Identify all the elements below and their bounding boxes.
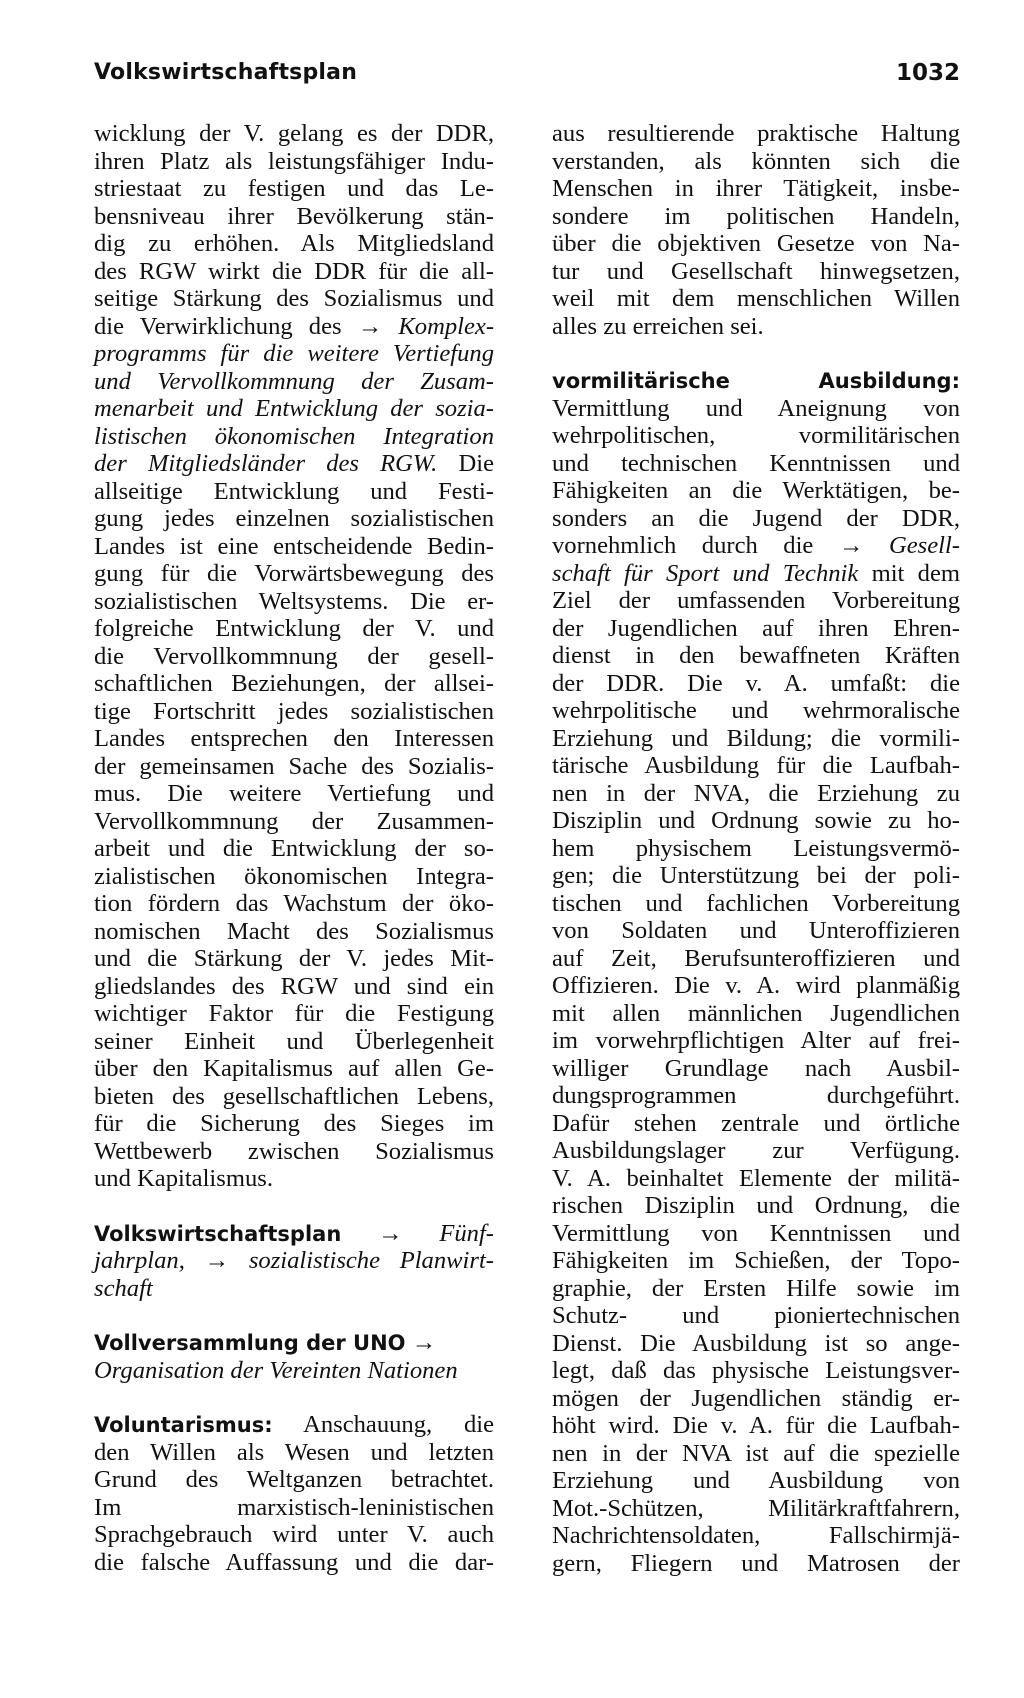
- text-line: nomischen Macht des Sozialismus: [94, 917, 494, 945]
- cross-reference: jahrplan,: [94, 1247, 185, 1274]
- text-line: verstanden, als könnten sich die: [552, 147, 960, 175]
- text-line: seiner Einheit und Überlegenheit: [94, 1027, 494, 1055]
- text-line: folgreiche Entwicklung der V. und: [94, 615, 494, 642]
- cross-reference: Fünf-: [439, 1219, 494, 1247]
- entry-headword: vormilitärische Ausbildung:: [552, 369, 960, 393]
- text-segment: vornehmlich durch die: [552, 532, 814, 559]
- text-line: bensniveau ihrer Bevölkerung stän-: [94, 202, 494, 230]
- text-line: seitige Stärkung des Sozialismus und: [94, 285, 494, 312]
- text-line: der gemeinsamen Sache des Sozialis-: [94, 752, 494, 780]
- text-segment: mit dem: [871, 559, 961, 587]
- entry-line: Vermittlung und Aneignung von: [552, 394, 960, 422]
- text-line: aus resultierende praktische Haltung: [552, 120, 960, 147]
- text-line: tion fördern das Wachstum der öko-: [94, 890, 494, 917]
- cross-reference: programms für die weitere Vertiefung: [94, 340, 494, 367]
- entry-line: [94, 1357, 494, 1385]
- entry-line: wehrpolitische und wehrmoralische: [552, 697, 960, 724]
- entry-line: legt, daß das physische Leistungsver-: [552, 1357, 960, 1384]
- cross-reference: Komplex-: [398, 312, 495, 340]
- entry-line: Schutz- und pioniertechnischen: [552, 1302, 960, 1329]
- entry-line: [552, 560, 960, 588]
- entry-line: Dafür stehen zentrale und örtliche: [552, 1109, 960, 1137]
- entry-line: nen in der NVA ist auf die spezielle: [552, 1439, 960, 1467]
- entry-line: die falsche Auffassung und die dar-: [94, 1548, 494, 1576]
- entry-line: Ausbildungslager zur Verfügung.: [552, 1137, 960, 1164]
- text-line: des RGW wirkt die DDR für die all-: [94, 257, 494, 285]
- arrow-icon: →: [357, 312, 383, 340]
- entry-line: wehrpolitischen, vormilitärischen: [552, 422, 960, 449]
- text-line: und die Stärkung der V. jedes Mit-: [94, 945, 494, 972]
- entry-line: von Soldaten und Unteroffizieren: [552, 917, 960, 944]
- text-line: Vervollkommnung der Zusammen-: [94, 807, 494, 835]
- entry-line: tischen und fachlichen Vorbereitung: [552, 889, 960, 917]
- text-line: gung jedes einzelnen sozialistischen: [94, 505, 494, 532]
- entry-line: williger Grundlage nach Ausbil-: [552, 1054, 960, 1082]
- text-line: bieten des gesellschaftlichen Lebens,: [94, 1082, 494, 1110]
- left-column: [94, 120, 494, 1576]
- text-segment: Die: [458, 450, 494, 477]
- entry-line: rischen Disziplin und Ordnung, die: [552, 1192, 960, 1219]
- text-line: [94, 423, 494, 451]
- entry-line: V. A. beinhaltet Elemente der militä-: [552, 1164, 960, 1192]
- entry-voluntarismus: [94, 1411, 494, 1576]
- entry-line: [94, 1247, 494, 1275]
- right-column: [552, 120, 960, 1577]
- text-line: zialistischen ökonomischen Integra-: [94, 862, 494, 890]
- text-line: alles zu erreichen sei.: [552, 312, 764, 340]
- cross-reference: listischen ökonomischen Integration: [94, 422, 494, 450]
- text-line: striestaat zu festigen und das Le-: [94, 175, 494, 202]
- entry-line: auf Zeit, Berufsunteroffizieren und: [552, 944, 960, 972]
- text-line: tige Fortschritt jedes sozialistischen: [94, 697, 494, 725]
- entry-line: der DDR. Die v. A. umfaßt: die: [552, 669, 960, 697]
- entry-line: den Willen als Wesen und letzten: [94, 1438, 494, 1466]
- text-line: gung für die Vorwärtsbewegung des: [94, 560, 494, 587]
- text-line: über die objektiven Gesetze von Na-: [552, 230, 960, 257]
- entry-line: Sprachgebrauch wird unter V. auch: [94, 1521, 494, 1548]
- text-line: tur und Gesellschaft hinwegsetzen,: [552, 257, 960, 285]
- text-line: Landes entsprechen den Interessen: [94, 725, 494, 752]
- entry-volkswirtschaftsplan: [94, 1220, 494, 1303]
- entry-line: graphie, der Ersten Hilfe sowie im: [552, 1274, 960, 1302]
- entry-line: Dienst. Die Ausbildung ist so ange-: [552, 1329, 960, 1357]
- entry-line: Erziehung und Bildung; die vormili-: [552, 724, 960, 752]
- entry-line: sonders an die Jugend der DDR,: [552, 504, 960, 532]
- page-header: [94, 60, 960, 94]
- entry-line: und technischen Kenntnissen und: [552, 449, 960, 477]
- text-line: weil mit dem menschlichen Willen: [552, 285, 960, 312]
- cross-reference: der Mitgliedsländer des RGW.: [94, 450, 438, 477]
- arrow-icon: →: [378, 1219, 403, 1247]
- entry-headword: Volkswirtschaftsplan: [94, 1221, 342, 1246]
- page-number: 1032: [895, 60, 960, 86]
- entry-line: [94, 1411, 494, 1439]
- entry-headword: Voluntarismus:: [94, 1413, 273, 1437]
- cross-reference: Gesell-: [888, 532, 960, 559]
- cross-reference: und Vervollkommnung der Zusam-: [94, 367, 494, 395]
- entry-line: höht wird. Die v. A. für die Laufbah-: [552, 1412, 960, 1439]
- entry-line: tärische Ausbildung für die Laufbah-: [552, 752, 960, 779]
- entry-line: nen in der NVA, die Erziehung zu: [552, 779, 960, 807]
- entry-line: hem physischem Leistungsvermö-: [552, 834, 960, 862]
- text-line: und Kapitalismus.: [94, 1165, 273, 1192]
- arrow-icon: →: [411, 1329, 437, 1356]
- text-line: gliedslandes des RGW und sind ein: [94, 972, 494, 1000]
- entry-line: [94, 1329, 494, 1357]
- entry-line: gern, Fliegern und Matrosen der: [552, 1549, 960, 1577]
- entry-line: [94, 1220, 494, 1248]
- entry-line: dienst in den bewaffneten Kräften: [552, 642, 960, 669]
- entry-line: mögen der Jugendlichen ständig er-: [552, 1384, 960, 1412]
- text-line: [94, 450, 494, 478]
- entry-line: [552, 532, 960, 560]
- text-line: Menschen in ihrer Tätigkeit, insbe-: [552, 175, 960, 202]
- entry-line: [552, 367, 960, 395]
- entry-line: dungsprogrammen durchgeführt.: [552, 1082, 960, 1109]
- entry-line: Fähigkeiten an die Werktätigen, be-: [552, 477, 960, 504]
- text-line: schaftlichen Beziehungen, der allsei-: [94, 670, 494, 697]
- text-line: [94, 368, 494, 396]
- entry-line: Offizieren. Die v. A. wird planmäßig: [552, 972, 960, 999]
- text-segment: die Verwirklichung des: [94, 312, 342, 340]
- text-line: [94, 340, 494, 368]
- text-segment: Anschauung, die: [303, 1411, 494, 1438]
- entry-line: [94, 1275, 494, 1303]
- entry-line: Disziplin und Ordnung sowie zu ho-: [552, 807, 960, 834]
- text-line: wichtiger Faktor für die Festigung: [94, 1000, 494, 1027]
- text-line: [94, 395, 494, 423]
- cross-reference: schaft für Sport und Technik: [552, 559, 859, 587]
- text-line: dig zu erhöhen. Als Mitgliedsland: [94, 230, 494, 257]
- cross-reference: menarbeit und Entwicklung der sozia-: [94, 395, 494, 422]
- entry-line: Im marxistisch-leninistischen: [94, 1493, 494, 1521]
- running-head: Volkswirtschaftsplan: [94, 60, 358, 85]
- entry-line: Erziehung und Ausbildung von: [552, 1467, 960, 1494]
- text-line: [94, 313, 494, 341]
- text-line: wicklung der V. gelang es der DDR,: [94, 120, 494, 147]
- text-line: Landes ist eine entscheidende Bedin-: [94, 532, 494, 560]
- text-line: mus. Die weitere Vertiefung und: [94, 780, 494, 807]
- text-line: sozialistischen Weltsystems. Die er-: [94, 587, 494, 615]
- entry-line: Ziel der umfassenden Vorbereitung: [552, 587, 960, 614]
- entry-line: mit allen männlichen Jugendlichen: [552, 999, 960, 1027]
- entry-line: im vorwehrpflichtigen Alter auf frei-: [552, 1027, 960, 1054]
- entry-line: Mot.-Schützen, Militärkraftfahrern,: [552, 1494, 960, 1522]
- cross-reference: Organisation der Vereinten Nationen: [94, 1356, 458, 1384]
- entry-line: Grund des Weltganzen betrachtet.: [94, 1466, 494, 1493]
- entry-line: Vermittlung von Kenntnissen und: [552, 1219, 960, 1247]
- entry-line: Fähigkeiten im Schießen, der Topo-: [552, 1247, 960, 1274]
- entry-line: der Jugendlichen auf ihren Ehren-: [552, 614, 960, 642]
- text-line: sondere im politischen Handeln,: [552, 202, 960, 230]
- cross-reference: sozialistische Planwirt-: [248, 1247, 494, 1274]
- text-line: Wettbewerb zwischen Sozialismus: [94, 1137, 494, 1165]
- entry-line: Nachrichtensoldaten, Fallschirmjä-: [552, 1522, 960, 1549]
- entry-vollversammlung: [94, 1329, 494, 1384]
- text-line: ihren Platz als leistungsfähiger Indu-: [94, 147, 494, 175]
- text-line: arbeit und die Entwicklung der so-: [94, 835, 494, 862]
- text-line: für die Sicherung des Sieges im: [94, 1110, 494, 1137]
- entry-headword: Vollversammlung der UNO: [94, 1331, 406, 1355]
- text-line: allseitige Entwicklung und Festi-: [94, 477, 494, 505]
- entry-line: gen; die Unterstützung bei der poli-: [552, 862, 960, 889]
- arrow-icon: →: [838, 532, 864, 559]
- text-line: über den Kapitalismus auf allen Ge-: [94, 1055, 494, 1082]
- cross-reference: schaft: [94, 1274, 153, 1302]
- arrow-icon: →: [204, 1247, 230, 1274]
- text-line: die Vervollkommnung der gesell-: [94, 642, 494, 670]
- entry-vormilitaerische-ausbildung: [552, 367, 960, 1577]
